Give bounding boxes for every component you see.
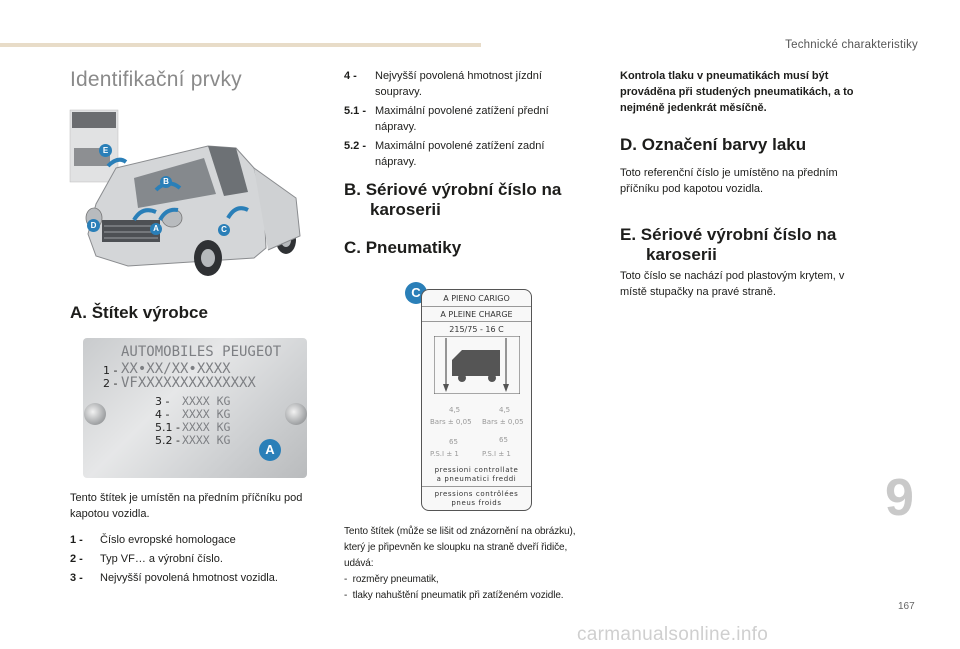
tire-pressure-label: [421, 289, 532, 511]
plate-rivet-right: [285, 403, 307, 425]
plate-rivet-left: [84, 403, 106, 425]
plate-line2-label: 2 -: [103, 377, 118, 390]
item-text: Nejvyšší povolená hmotnost jízdní soupravy.: [375, 70, 542, 98]
chapter-number: 9: [885, 469, 914, 527]
bullet-text: tlaky nahuštění pneumatik při zatíženém vozidle.: [352, 590, 564, 601]
item-number: 5.2 -: [344, 140, 367, 152]
weights-list: [344, 68, 584, 173]
rear-psi: 65: [499, 436, 508, 444]
van-pictogram: [434, 336, 520, 394]
section-a-list: [70, 532, 330, 589]
plate-line2-value: VFXXXXXXXXXXXXXX: [121, 375, 256, 391]
section-d-title: D. Označení barvy laku: [620, 135, 807, 154]
italian-line2: a pneumatici freddi: [436, 475, 517, 483]
section-a-title: A. Štítek výrobce: [70, 303, 208, 322]
front-bars-tol: Bars ± 0,05: [430, 418, 472, 426]
section-c-bullets: [344, 572, 604, 604]
badge-a: A: [259, 439, 281, 461]
item-text: Maximální povolené zatížení zadní nápravy.: [375, 140, 545, 168]
front-psi-tol: P.S.I ± 1: [430, 450, 459, 458]
plate-row4-value: XXXX KG: [182, 407, 231, 421]
front-bars: 4,5: [449, 406, 461, 414]
section-e-description: Toto číslo se nachází pod plastovým krytem, v místě stupačky na pravé straně.: [620, 270, 845, 298]
french-line2: pneus froids: [451, 499, 502, 507]
plate-row51-label: 5.1 -: [155, 421, 180, 434]
section-a-description: Tento štítek je umístěn na předním příčníku pod kapotou vozidla.: [70, 492, 303, 520]
van-illustration: [68, 108, 306, 288]
item-text: Typ VF… a výrobní číslo.: [100, 553, 223, 565]
item-text: Maximální povolené zatížení přední nápravy.: [375, 105, 549, 133]
item-number: 2 -: [70, 553, 83, 565]
page-number: 167: [898, 601, 915, 612]
header-rule: [0, 43, 481, 47]
french-line1: pressions contrôlées: [434, 490, 519, 498]
item-number: 1 -: [70, 534, 83, 546]
section-b-title-line1: B. Sériové výrobní číslo na: [344, 180, 562, 199]
badge-e: E: [99, 144, 112, 157]
badge-d: D: [87, 219, 100, 232]
tire-label-french: [422, 486, 531, 508]
plate-row3-label: 3 -: [155, 395, 170, 408]
list-item: [344, 138, 584, 170]
item-text: Nejvyšší povolená hmotnost vozidla.: [100, 572, 278, 584]
tire-label-line3: 215/75 - 16 C: [422, 321, 531, 334]
plate-line1-label: 1 -: [103, 364, 118, 377]
watermark: carmanualsonline.info: [577, 624, 769, 645]
list-item: [70, 551, 330, 567]
rear-bars-tol: Bars ± 0,05: [482, 418, 524, 426]
italian-line1: pressioni controllate: [434, 466, 519, 474]
plate-row4-label: 4 -: [155, 408, 170, 421]
section-b-title-line2: karoserii: [370, 200, 441, 219]
badge-c: C: [405, 282, 427, 304]
list-item: [70, 570, 330, 586]
plate-row52-value: XXXX KG: [182, 433, 231, 447]
section-e-title-line1: E. Sériové výrobní číslo na: [620, 225, 837, 244]
item-number: 3 -: [70, 572, 83, 584]
item-number: 4 -: [344, 70, 357, 82]
plate-line1-value: XX•XX/XX•XXXX: [121, 361, 231, 377]
page-title: Identifikační prvky: [70, 68, 242, 91]
tire-label-line2: A PLEINE CHARGE: [422, 306, 531, 319]
badge-c-small: C: [218, 224, 230, 236]
badge-a-small: A: [150, 223, 162, 235]
front-psi: 65: [449, 438, 458, 446]
plate-row3-value: XXXX KG: [182, 394, 231, 408]
section-d-description: Toto referenční číslo je umístěno na předním příčníku pod kapotou vozidla.: [620, 167, 838, 195]
section-e-title: [620, 225, 890, 265]
badge-b: B: [160, 176, 172, 188]
item-number: 5.1 -: [344, 105, 367, 117]
list-item: [344, 68, 584, 100]
section-header: Technické charakteristiky: [785, 39, 918, 51]
section-c-description: Tento štítek (může se lišit od znázornění na obrázku), který je připevněn ke sloupku na straně dveří řidiče, udává:: [344, 526, 576, 569]
rear-bars: 4,5: [499, 406, 511, 414]
bullet-item: - rozměry pneumatik,: [344, 574, 439, 585]
section-c-title: C. Pneumatiky: [344, 238, 462, 257]
section-b-title: [344, 180, 604, 220]
section-e-title-line2: karoserii: [646, 245, 717, 264]
tire-check-note: Kontrola tlaku v pneumatikách musí být prováděna při studených pneumatikách, a to nejméně jedenkrát měsíčně.: [620, 70, 854, 114]
list-item: [70, 532, 330, 548]
item-text: Číslo evropské homologace: [100, 534, 236, 546]
tire-label-line1: A PIENO CARIGO: [443, 294, 510, 303]
plate-header: AUTOMOBILES PEUGEOT: [121, 344, 282, 360]
list-item: [344, 103, 584, 135]
plate-row51-value: XXXX KG: [182, 420, 231, 434]
bullet-text: rozměry pneumatik,: [352, 574, 439, 585]
plate-row52-label: 5.2 -: [155, 434, 180, 447]
tire-label-italian: [422, 466, 531, 484]
rear-psi-tol: P.S.I ± 1: [482, 450, 511, 458]
bullet-item: - tlaky nahuštění pneumatik při zatíženém vozidle.: [344, 590, 564, 601]
